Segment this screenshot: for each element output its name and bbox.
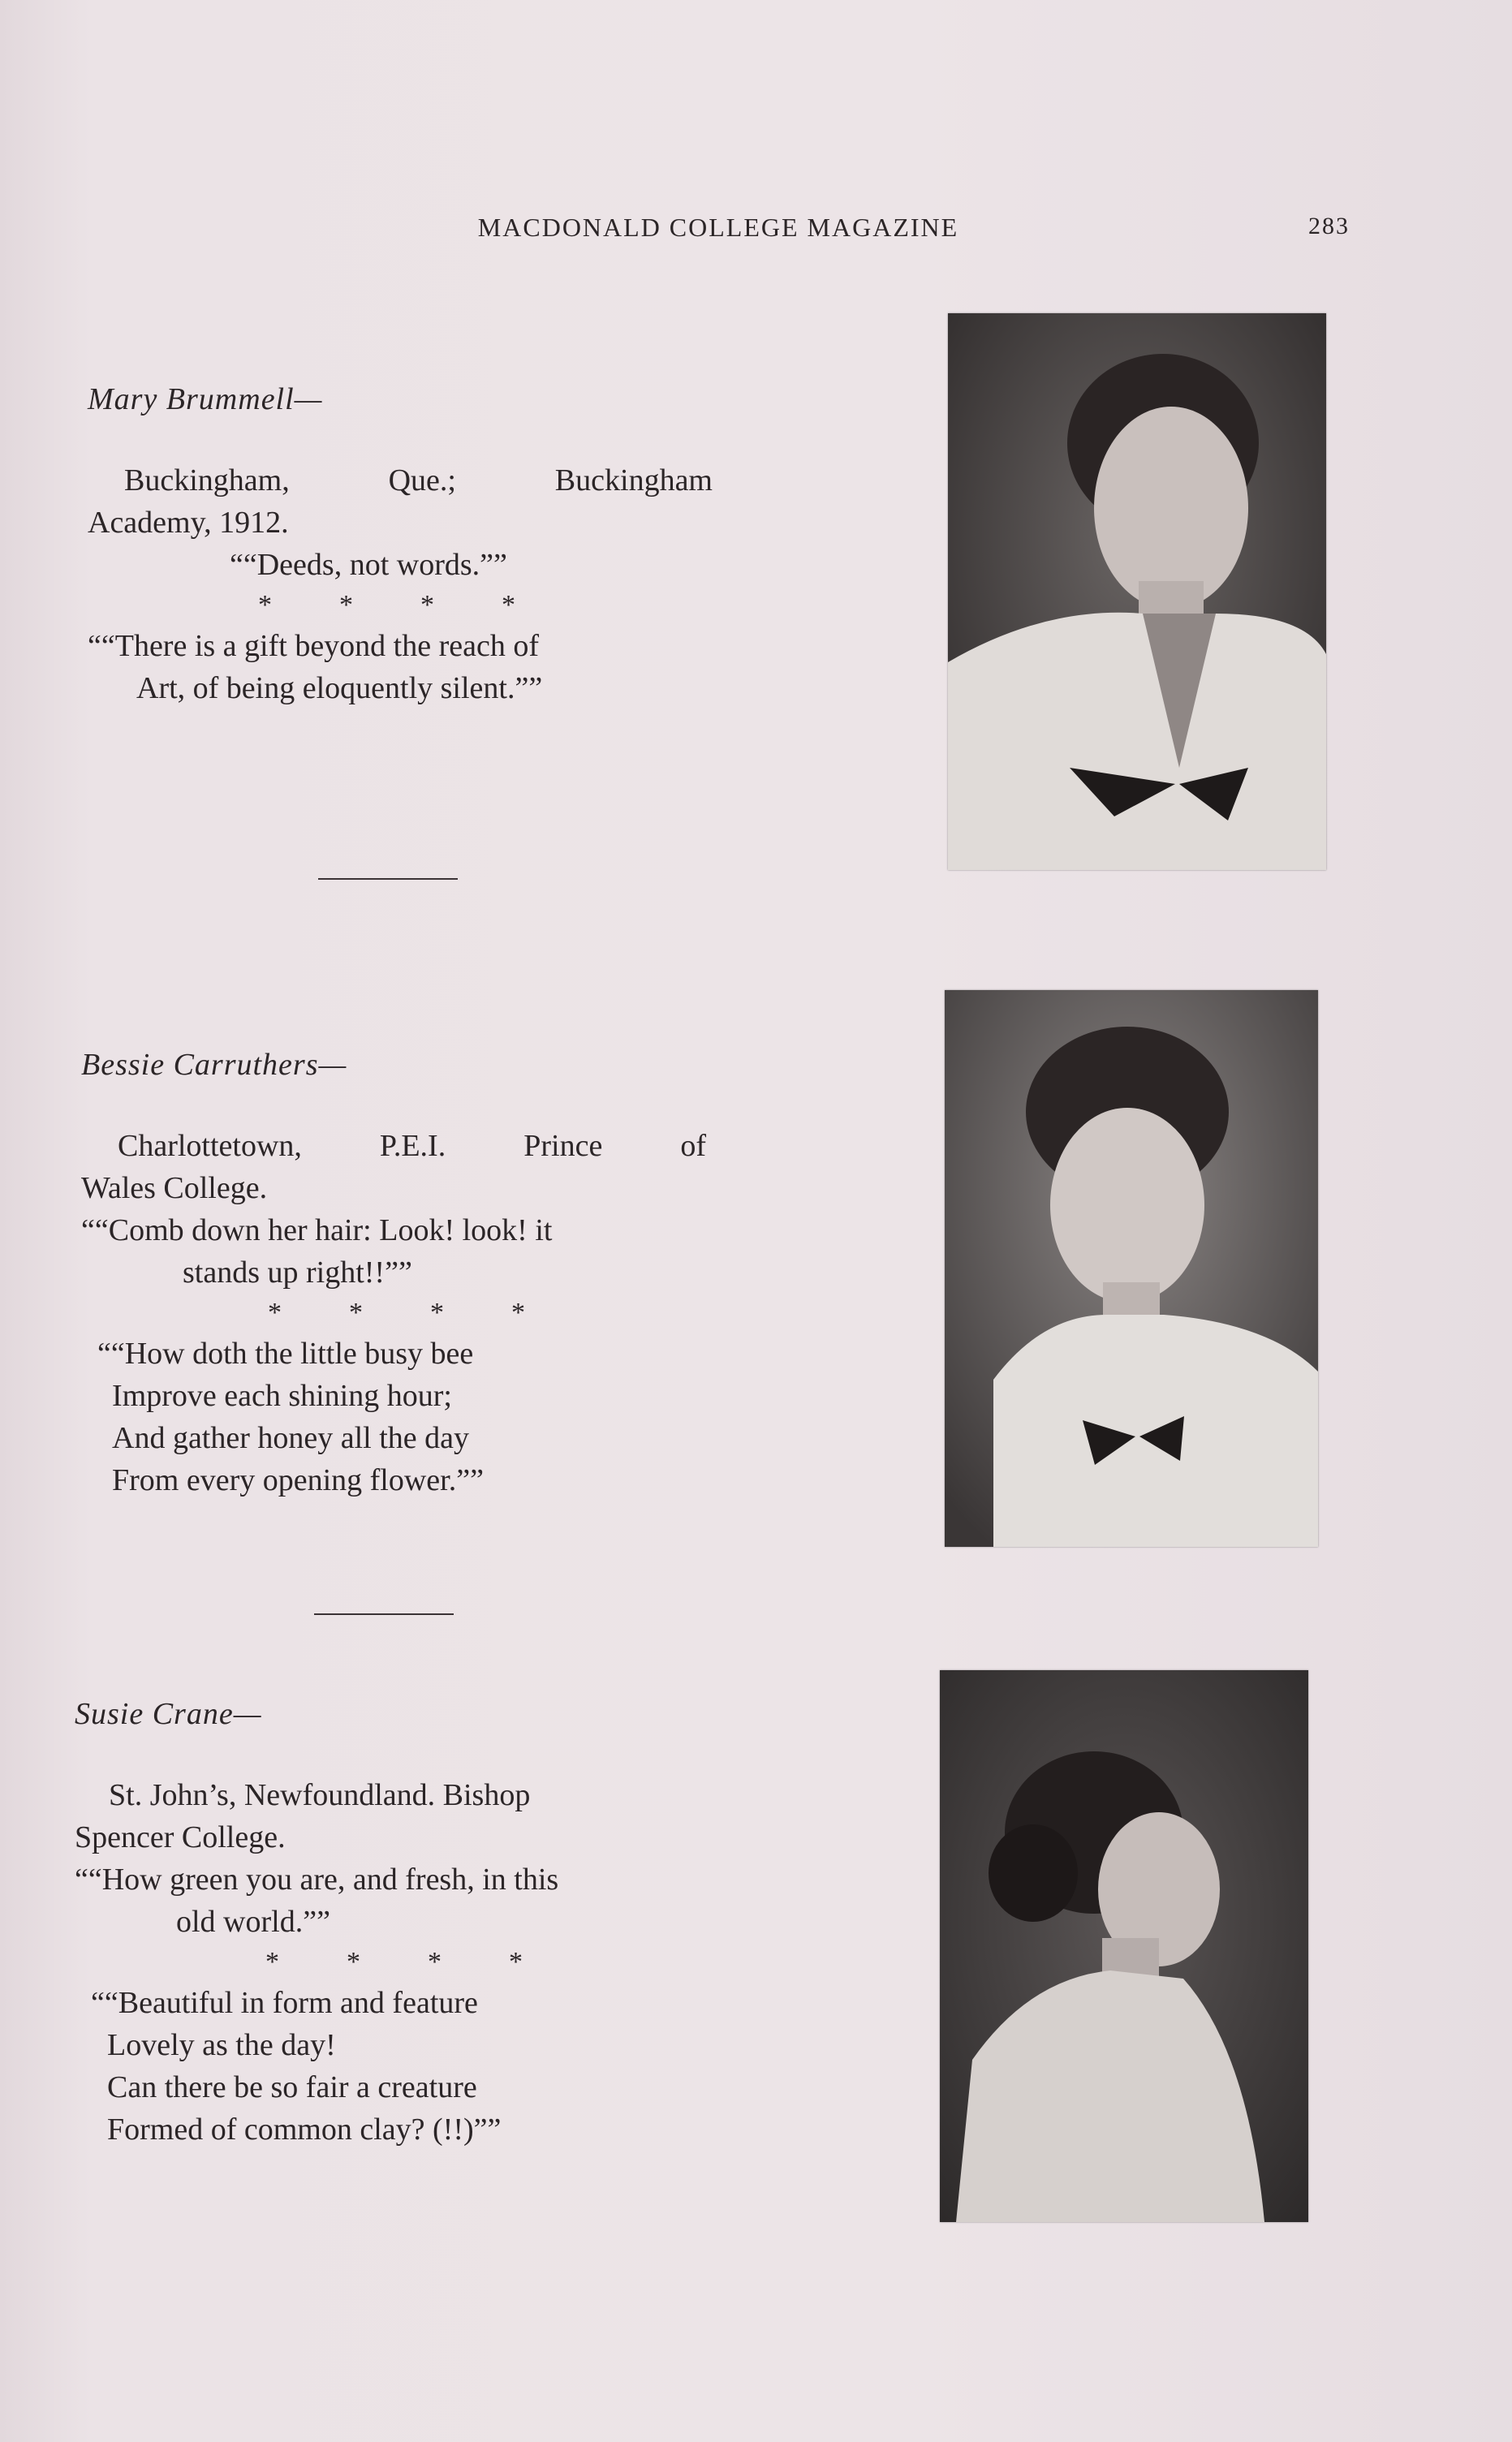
running-header: MACDONALD COLLEGE MAGAZINE bbox=[477, 213, 959, 242]
quote-line: Art, of being eloquently silent.”” bbox=[136, 671, 543, 705]
quote-line: ““Beautiful in form and feature bbox=[91, 1986, 478, 2020]
entry-word: P.E.I. bbox=[379, 1129, 446, 1163]
entry-word: Buckingham bbox=[554, 463, 713, 497]
entry-word: Charlottetown, bbox=[118, 1129, 302, 1163]
entry-line: Academy, 1912. bbox=[88, 506, 289, 540]
portrait-photo-bessie-carruthers bbox=[945, 990, 1318, 1547]
motto: ““Comb down her hair: Look! look! it bbox=[81, 1213, 553, 1247]
portrait-photo-susie-crane bbox=[940, 1670, 1308, 2222]
motto: stands up right!!”” bbox=[183, 1255, 412, 1290]
star-separator: * * * * bbox=[265, 1947, 523, 1977]
quote-line: ““There is a gift beyond the reach of bbox=[88, 629, 540, 663]
entry-word: Prince bbox=[523, 1129, 603, 1163]
portrait-image bbox=[945, 990, 1318, 1547]
motto: ““Deeds, not words.”” bbox=[230, 548, 507, 582]
entry-line: St. John’s, Newfoundland. Bishop bbox=[109, 1778, 531, 1812]
section-divider bbox=[318, 878, 458, 880]
quote-line: Improve each shining hour; bbox=[112, 1379, 452, 1413]
quote-line: ““How doth the little busy bee bbox=[97, 1337, 474, 1371]
entry-bessie-carruthers bbox=[81, 1047, 706, 1501]
entry-line: Spencer College. bbox=[75, 1820, 286, 1854]
entry-word: Buckingham, bbox=[124, 463, 290, 497]
quote-line: Can there be so fair a creature bbox=[107, 2070, 477, 2104]
portrait-image bbox=[948, 313, 1326, 870]
motto: old world.”” bbox=[176, 1905, 330, 1939]
entry-name: Mary Brummell— bbox=[88, 382, 323, 416]
entry-name: Bessie Carruthers— bbox=[81, 1048, 347, 1082]
quote-line: Formed of common clay? (!!)”” bbox=[107, 2113, 502, 2147]
entry-word: of bbox=[680, 1129, 706, 1163]
entry-line bbox=[88, 459, 713, 502]
quote-line: From every opening flower.”” bbox=[112, 1463, 484, 1497]
motto: ““How green you are, and fresh, in this bbox=[75, 1863, 559, 1897]
entry-word: Que.; bbox=[388, 463, 456, 497]
star-separator: * * * * bbox=[268, 1298, 525, 1328]
star-separator: * * * * bbox=[258, 590, 515, 620]
entry-line: Wales College. bbox=[81, 1171, 268, 1205]
entry-name: Susie Crane— bbox=[75, 1697, 262, 1731]
entry-mary-brummell bbox=[88, 381, 713, 709]
section-divider bbox=[314, 1613, 454, 1615]
quote-line: Lovely as the day! bbox=[107, 2028, 336, 2062]
entry-line bbox=[81, 1125, 706, 1167]
portrait-image bbox=[940, 1670, 1308, 2222]
portrait-photo-mary-brummell bbox=[948, 313, 1326, 870]
quote-line: And gather honey all the day bbox=[112, 1421, 470, 1455]
entry-susie-crane bbox=[75, 1696, 700, 2151]
page-number: 283 bbox=[1308, 213, 1350, 239]
